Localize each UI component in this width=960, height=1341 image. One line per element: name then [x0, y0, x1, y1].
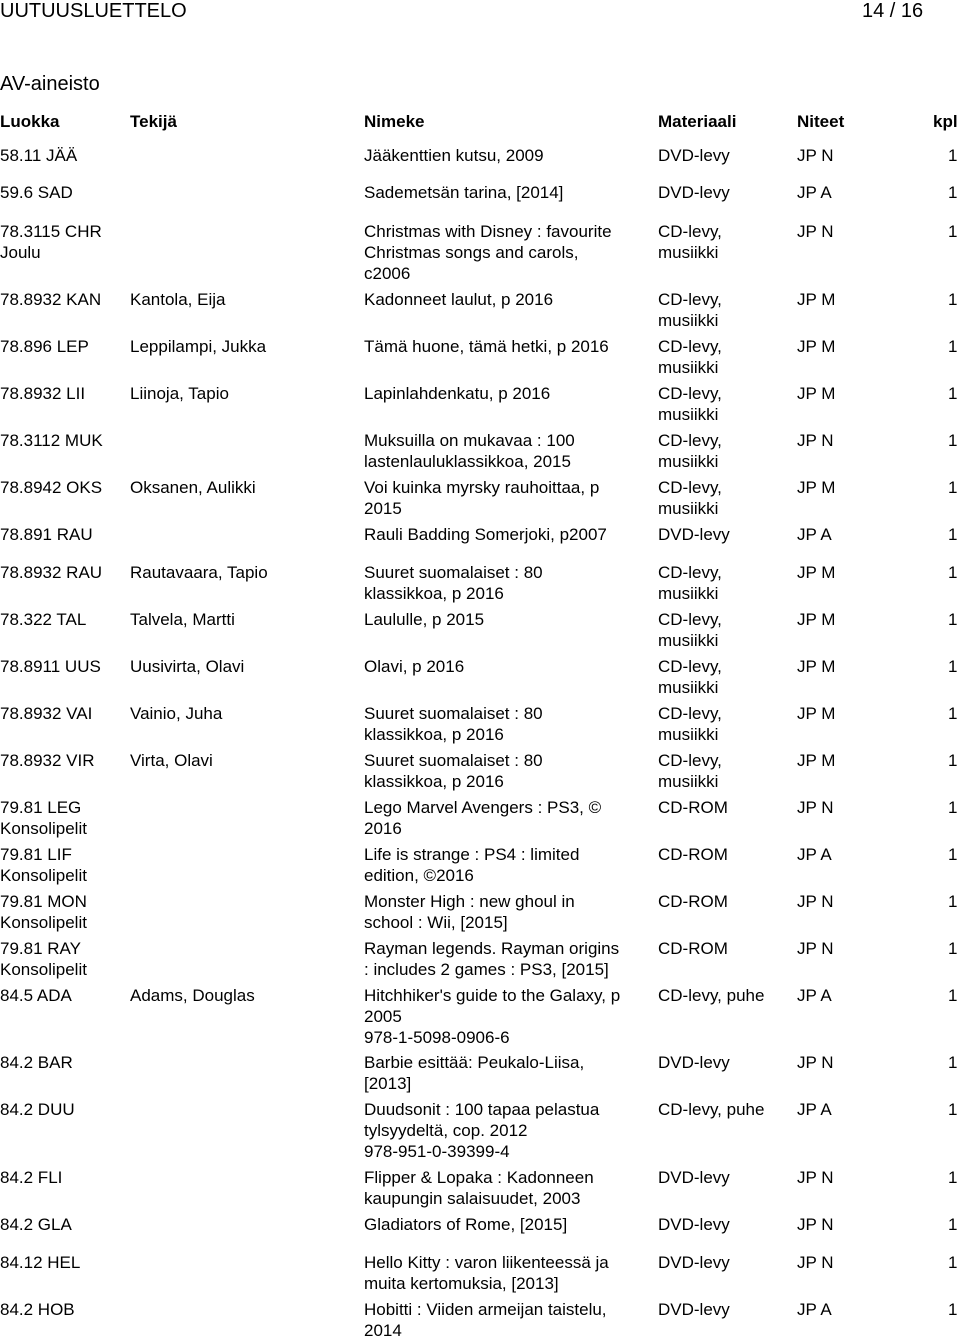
cell-nimeke: Hobitti : Viiden armeijan taistelu, 2014	[364, 1300, 607, 1340]
cell-materiaali: CD-levy, musiikki	[658, 337, 722, 377]
cell-materiaali: DVD-levy	[658, 1215, 730, 1234]
cell-materiaali: CD-levy, musiikki	[658, 222, 722, 262]
cell-nimeke: Muksuilla on mukavaa : 100 lastenlauluklassikkoa, 2015	[364, 431, 575, 471]
cell-kpl: 1	[948, 1215, 958, 1234]
cell-nimeke: Hitchhiker's guide to the Galaxy, p 2005 978-1-5098-0906-6	[364, 986, 621, 1047]
cell-luokka: 78.8911 UUS	[0, 657, 101, 676]
cell-tekija: Oksanen, Aulikki	[130, 478, 256, 497]
cell-nimeke: Lapinlahdenkatu, p 2016	[364, 384, 551, 403]
cell-niteet: JP N	[797, 1215, 834, 1234]
cell-niteet: JP N	[797, 146, 834, 165]
cell-materiaali: CD-levy, musiikki	[658, 657, 722, 697]
cell-kpl: 1	[948, 1168, 958, 1187]
cell-luokka: 58.11 JÄÄ	[0, 146, 78, 165]
cell-luokka: 84.2 FLI	[0, 1168, 63, 1187]
cell-materiaali: CD-levy, musiikki	[658, 478, 722, 518]
cell-materiaali: CD-levy, musiikki	[658, 563, 722, 603]
cell-kpl: 1	[948, 704, 958, 723]
cell-kpl: 1	[948, 1053, 958, 1072]
cell-niteet: JP M	[797, 478, 836, 497]
cell-niteet: JP N	[797, 1053, 834, 1072]
cell-niteet: JP M	[797, 384, 836, 403]
cell-kpl: 1	[948, 892, 958, 911]
cell-luokka: 78.8932 KAN	[0, 290, 102, 309]
cell-tekija: Virta, Olavi	[130, 751, 213, 770]
cell-luokka: 84.2 BAR	[0, 1053, 73, 1072]
cell-nimeke: Olavi, p 2016	[364, 657, 465, 676]
cell-nimeke: Rauli Badding Somerjoki, p2007	[364, 525, 607, 544]
cell-materiaali: CD-levy, puhe	[658, 986, 765, 1005]
cell-nimeke: Gladiators of Rome, [2015]	[364, 1215, 568, 1234]
cell-materiaali: DVD-levy	[658, 1300, 730, 1319]
cell-niteet: JP A	[797, 986, 832, 1005]
cell-kpl: 1	[948, 986, 958, 1005]
cell-niteet: JP M	[797, 704, 836, 723]
cell-materiaali: CD-levy, musiikki	[658, 384, 722, 424]
cell-niteet: JP A	[797, 183, 832, 202]
cell-tekija: Vainio, Juha	[130, 704, 223, 723]
cell-niteet: JP M	[797, 337, 836, 356]
cell-niteet: JP A	[797, 525, 832, 544]
cell-luokka: 79.81 RAY Konsolipelit	[0, 939, 87, 979]
cell-kpl: 1	[948, 845, 958, 864]
cell-luokka: 79.81 LEG Konsolipelit	[0, 798, 87, 838]
cell-nimeke: Suuret suomalaiset : 80 klassikkoa, p 2016	[364, 563, 543, 603]
cell-kpl: 1	[948, 939, 958, 958]
cell-nimeke: Hello Kitty : varon liikenteessä ja muita kertomuksia, [2013]	[364, 1253, 609, 1293]
cell-niteet: JP M	[797, 563, 836, 582]
cell-nimeke: Christmas with Disney : favourite Christmas songs and carols, c2006	[364, 222, 612, 283]
cell-niteet: JP M	[797, 751, 836, 770]
cell-luokka: 78.891 RAU	[0, 525, 93, 544]
cell-kpl: 1	[948, 1300, 958, 1319]
cell-kpl: 1	[948, 798, 958, 817]
document-title: UUTUUSLUETTELO	[0, 0, 187, 22]
header-materiaali: Materiaali	[658, 112, 737, 131]
cell-materiaali: CD-levy, musiikki	[658, 431, 722, 471]
cell-kpl: 1	[948, 146, 958, 165]
cell-luokka: 78.3112 MUK	[0, 431, 103, 450]
cell-materiaali: DVD-levy	[658, 1053, 730, 1072]
cell-kpl: 1	[948, 1253, 958, 1272]
cell-materiaali: CD-levy, musiikki	[658, 704, 722, 744]
cell-luokka: 78.3115 CHR Joulu	[0, 222, 102, 262]
cell-niteet: JP M	[797, 290, 836, 309]
cell-niteet: JP A	[797, 1300, 832, 1319]
cell-tekija: Kantola, Eija	[130, 290, 226, 309]
cell-luokka: 78.8932 VAI	[0, 704, 93, 723]
cell-nimeke: Lego Marvel Avengers : PS3, © 2016	[364, 798, 602, 838]
cell-tekija: Liinoja, Tapio	[130, 384, 229, 403]
cell-niteet: JP A	[797, 845, 832, 864]
header-kpl: kpl	[933, 112, 958, 131]
cell-kpl: 1	[948, 1100, 958, 1119]
cell-materiaali: DVD-levy	[658, 1168, 730, 1187]
header-nimeke: Nimeke	[364, 112, 425, 131]
cell-luokka: 84.2 HOB	[0, 1300, 75, 1319]
cell-nimeke: Life is strange : PS4 : limited edition, ©2016	[364, 845, 580, 885]
cell-kpl: 1	[948, 337, 958, 356]
cell-kpl: 1	[948, 525, 958, 544]
cell-materiaali: CD-ROM	[658, 939, 728, 958]
cell-materiaali: CD-levy, musiikki	[658, 290, 722, 330]
cell-nimeke: Barbie esittää: Peukalo-Liisa, [2013]	[364, 1053, 585, 1093]
cell-materiaali: CD-levy, musiikki	[658, 610, 722, 650]
cell-nimeke: Laululle, p 2015	[364, 610, 485, 629]
page-number: 14 / 16	[862, 0, 924, 22]
cell-materiaali: DVD-levy	[658, 146, 730, 165]
cell-nimeke: Monster High : new ghoul in school : Wii, [2015]	[364, 892, 575, 932]
header-tekija: Tekijä	[130, 112, 177, 131]
cell-luokka: 78.896 LEP	[0, 337, 89, 356]
section-title: AV-aineisto	[0, 73, 100, 95]
cell-luokka: 79.81 LIF Konsolipelit	[0, 845, 87, 885]
cell-kpl: 1	[948, 431, 958, 450]
cell-materiaali: DVD-levy	[658, 183, 730, 202]
cell-kpl: 1	[948, 183, 958, 202]
cell-tekija: Uusivirta, Olavi	[130, 657, 245, 676]
cell-tekija: Adams, Douglas	[130, 986, 255, 1005]
cell-nimeke: Flipper & Lopaka : Kadonneen kaupungin salaisuudet, 2003	[364, 1168, 594, 1208]
cell-luokka: 84.2 DUU	[0, 1100, 75, 1119]
cell-kpl: 1	[948, 290, 958, 309]
cell-materiaali: CD-levy, musiikki	[658, 751, 722, 791]
cell-niteet: JP N	[797, 431, 834, 450]
cell-kpl: 1	[948, 657, 958, 676]
cell-nimeke: Suuret suomalaiset : 80 klassikkoa, p 2016	[364, 704, 543, 744]
cell-materiaali: CD-ROM	[658, 892, 728, 911]
cell-materiaali: CD-ROM	[658, 845, 728, 864]
cell-luokka: 78.8942 OKS	[0, 478, 103, 497]
cell-nimeke: Voi kuinka myrsky rauhoittaa, p 2015	[364, 478, 600, 518]
cell-niteet: JP N	[797, 1168, 834, 1187]
cell-niteet: JP N	[797, 798, 834, 817]
cell-tekija: Talvela, Martti	[130, 610, 235, 629]
cell-tekija: Leppilampi, Jukka	[130, 337, 267, 356]
cell-niteet: JP A	[797, 1100, 832, 1119]
cell-nimeke: Jääkenttien kutsu, 2009	[364, 146, 544, 165]
cell-luokka: 84.2 GLA	[0, 1215, 72, 1234]
header-luokka: Luokka	[0, 112, 60, 131]
cell-materiaali: CD-levy, puhe	[658, 1100, 765, 1119]
cell-kpl: 1	[948, 610, 958, 629]
cell-tekija: Rautavaara, Tapio	[130, 563, 268, 582]
cell-kpl: 1	[948, 751, 958, 770]
cell-niteet: JP M	[797, 610, 836, 629]
cell-nimeke: Suuret suomalaiset : 80 klassikkoa, p 2016	[364, 751, 543, 791]
cell-nimeke: Duudsonit : 100 tapaa pelastua tylsyydeltä, cop. 2012 978-951-0-39399-4	[364, 1100, 600, 1161]
cell-luokka: 78.322 TAL	[0, 610, 87, 629]
cell-luokka: 78.8932 VIR	[0, 751, 95, 770]
cell-nimeke: Tämä huone, tämä hetki, p 2016	[364, 337, 609, 356]
cell-niteet: JP N	[797, 939, 834, 958]
cell-luokka: 84.12 HEL	[0, 1253, 81, 1272]
cell-kpl: 1	[948, 384, 958, 403]
cell-kpl: 1	[948, 222, 958, 241]
cell-materiaali: CD-ROM	[658, 798, 728, 817]
cell-nimeke: Sademetsän tarina, [2014]	[364, 183, 564, 202]
cell-kpl: 1	[948, 563, 958, 582]
cell-luokka: 59.6 SAD	[0, 183, 73, 202]
cell-niteet: JP N	[797, 1253, 834, 1272]
cell-niteet: JP N	[797, 222, 834, 241]
cell-materiaali: DVD-levy	[658, 525, 730, 544]
cell-niteet: JP N	[797, 892, 834, 911]
cell-niteet: JP M	[797, 657, 836, 676]
cell-kpl: 1	[948, 478, 958, 497]
cell-nimeke: Kadonneet laulut, p 2016	[364, 290, 554, 309]
cell-materiaali: DVD-levy	[658, 1253, 730, 1272]
cell-luokka: 78.8932 LII	[0, 384, 86, 403]
cell-luokka: 78.8932 RAU	[0, 563, 103, 582]
cell-luokka: 79.81 MON Konsolipelit	[0, 892, 87, 932]
cell-nimeke: Rayman legends. Rayman origins : includes 2 games : PS3, [2015]	[364, 939, 620, 979]
header-niteet: Niteet	[797, 112, 845, 131]
cell-luokka: 84.5 ADA	[0, 986, 72, 1005]
